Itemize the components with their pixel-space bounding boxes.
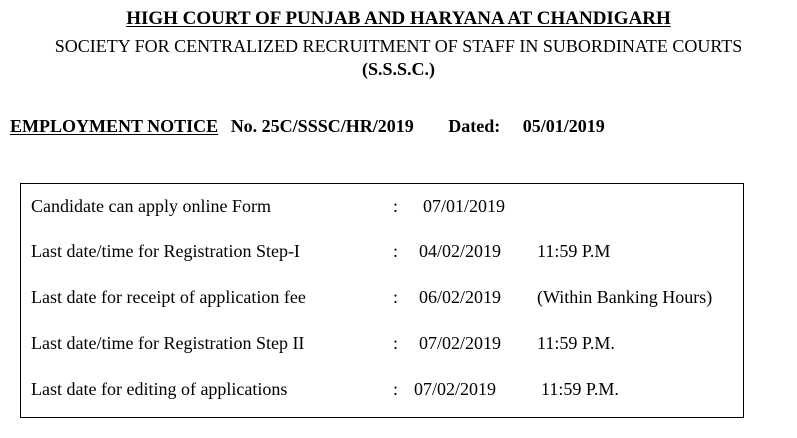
employment-notice-line [10,116,605,137]
page-title: HIGH COURT OF PUNJAB AND HARYANA AT CHANDIGARH [126,8,671,29]
notice-dated-label: Dated: [448,116,501,136]
schedule-row [21,241,743,265]
schedule-label: Last date/time for Registration Step II [31,333,305,353]
schedule-extra: (Within Banking Hours) [537,287,713,307]
schedule-row [21,379,743,403]
schedule-colon: : [393,287,399,307]
society-name: SOCIETY FOR CENTRALIZED RECRUITMENT OF STAFF IN SUBORDINATE COURTS [54,36,743,56]
schedule-colon: : [393,333,399,353]
schedule-label: Last date for receipt of application fee [31,287,306,307]
schedule-extra: 11:59 P.M. [537,333,615,353]
schedule-extra: 11:59 P.M. [541,379,619,399]
schedule-colon: : [393,196,399,216]
schedule-date: 06/02/2019 [419,287,502,307]
schedule-row [21,287,743,311]
schedule-label: Last date for editing of applications [31,379,288,399]
schedule-date: 07/01/2019 [423,196,506,216]
schedule-date: 04/02/2019 [419,241,502,261]
schedule-colon: : [393,241,399,261]
notice-dated-value: 05/01/2019 [522,116,605,136]
notice-heading: EMPLOYMENT NOTICE [10,116,219,136]
society-abbreviation: (S.S.S.C.) [361,59,436,79]
schedule-date: 07/02/2019 [414,379,497,399]
schedule-row [21,196,743,220]
schedule-row [21,333,743,357]
schedule-date: 07/02/2019 [419,333,502,353]
schedule-table [20,183,744,418]
schedule-label: Last date/time for Registration Step-I [31,241,300,261]
schedule-extra: 11:59 P.M [537,241,611,261]
schedule-colon: : [393,379,399,399]
notice-number: No. 25C/SSSC/HR/2019 [230,116,414,136]
schedule-label: Candidate can apply online Form [31,196,271,216]
